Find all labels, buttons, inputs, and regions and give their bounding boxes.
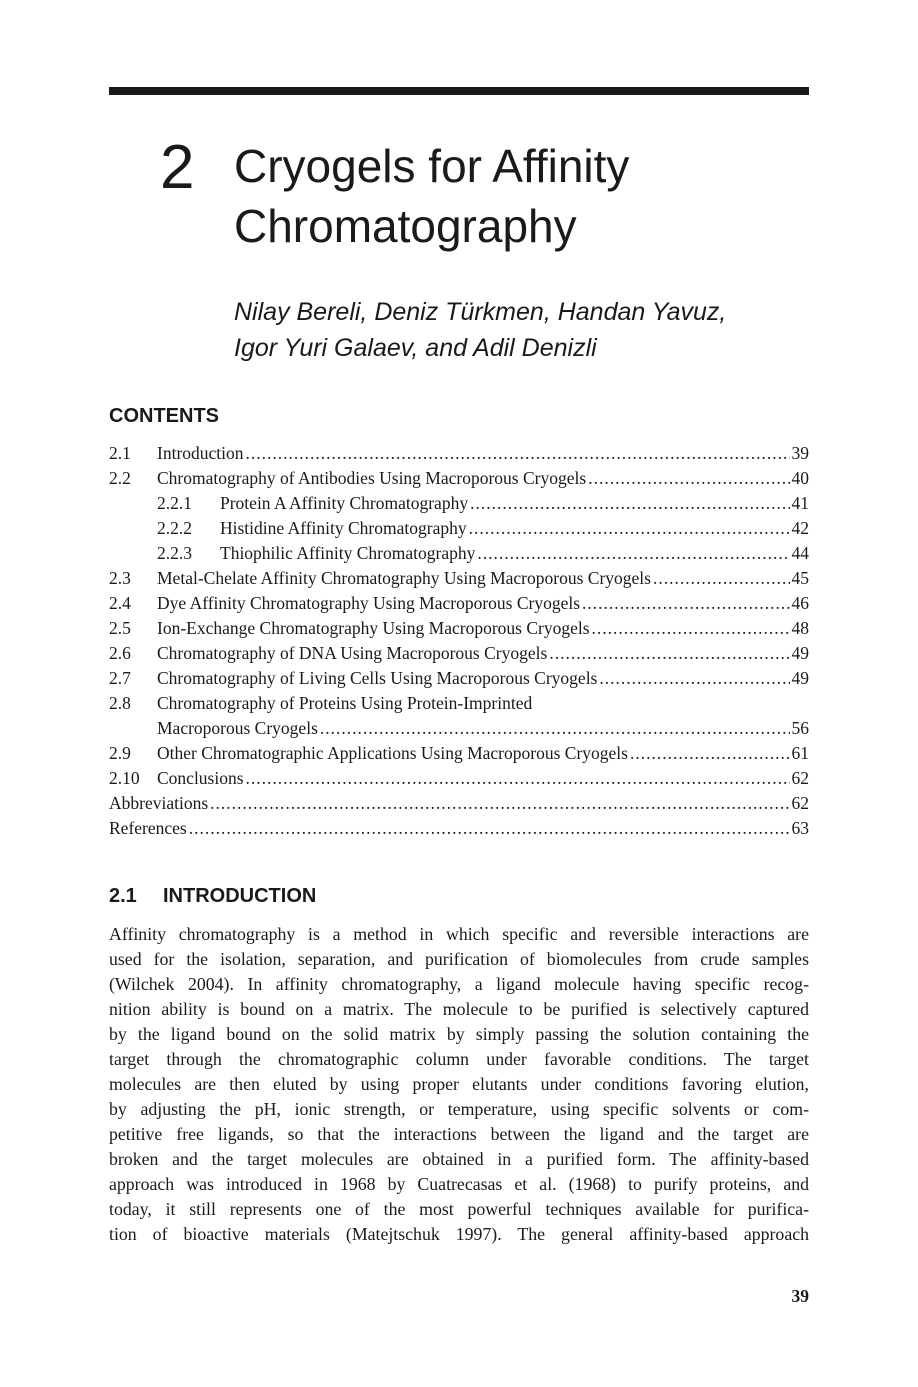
chapter-authors bbox=[234, 294, 794, 366]
toc-entry-title: Dye Affinity Chromatography Using Macroporous Cryogels bbox=[157, 593, 581, 613]
toc-leader-dots bbox=[470, 491, 789, 516]
section-number: 2.1 bbox=[109, 885, 137, 907]
authors-line: Igor Yuri Galaev, and Adil Denizli bbox=[234, 334, 597, 362]
toc-entry-continuation[interactable] bbox=[109, 716, 809, 741]
toc-leader-dots bbox=[588, 466, 789, 491]
chapter-title-line: Chromatography bbox=[234, 200, 577, 252]
body-paragraph bbox=[109, 922, 809, 1247]
toc-entry-page: 40 bbox=[791, 468, 809, 488]
chapter-top-rule bbox=[109, 87, 809, 95]
toc-entry-page: 56 bbox=[791, 718, 809, 738]
toc-leader-dots bbox=[549, 641, 789, 666]
chapter-title bbox=[234, 136, 794, 256]
toc-entry-number: 2.6 bbox=[109, 643, 131, 663]
toc-leader-dots bbox=[599, 666, 789, 691]
toc-entry-number: 2.5 bbox=[109, 618, 131, 638]
toc-leader-dots bbox=[630, 741, 790, 766]
toc-entry-title: Abbreviations bbox=[109, 793, 209, 813]
body-line: broken and the target molecules are obtained in a purified form. The affinity-based bbox=[109, 1149, 809, 1169]
toc-entry-page: 44 bbox=[791, 543, 809, 563]
toc-entry[interactable] bbox=[109, 766, 809, 791]
toc-subentry[interactable] bbox=[109, 516, 809, 541]
toc-entry-number: 2.1 bbox=[109, 443, 131, 463]
toc-entry-title-continued: Macroporous Cryogels bbox=[157, 718, 318, 738]
section-title: INTRODUCTION bbox=[163, 885, 317, 907]
toc-entry-number: 2.8 bbox=[109, 693, 131, 713]
body-line: Affinity chromatography is a method in which specific and reversible interactions are bbox=[109, 924, 809, 944]
toc-leader-dots bbox=[246, 766, 790, 791]
body-line: used for the isolation, separation, and purification of biomolecules from crude samples bbox=[109, 949, 809, 969]
toc-entry[interactable] bbox=[109, 791, 809, 816]
toc-entry[interactable] bbox=[109, 441, 809, 466]
toc-entry-page: 45 bbox=[791, 568, 809, 588]
toc-leader-dots bbox=[582, 591, 789, 616]
page-number: 39 bbox=[791, 1286, 809, 1306]
toc-entry-title: Metal-Chelate Affinity Chromatography Using Macroporous Cryogels bbox=[157, 568, 651, 588]
toc-subentry[interactable] bbox=[109, 541, 809, 566]
body-line: by the ligand bound on the solid matrix by simply passing the solution containing the bbox=[109, 1024, 809, 1044]
toc-entry-page: 63 bbox=[791, 818, 809, 838]
toc-entry-title: Ion-Exchange Chromatography Using Macroporous Cryogels bbox=[157, 618, 590, 638]
body-line: nition ability is bound on a matrix. The molecule to be purified is selectively captured bbox=[109, 999, 809, 1019]
toc-entry-title: Conclusions bbox=[157, 768, 244, 788]
body-line: tion of bioactive materials (Matejtschuk 1997). The general affinity-based approach bbox=[109, 1224, 809, 1244]
toc-entry-title: Introduction bbox=[157, 443, 244, 463]
toc-entry[interactable] bbox=[109, 741, 809, 766]
toc-leader-dots bbox=[592, 616, 790, 641]
toc-entry-title: Other Chromatographic Applications Using Macroporous Cryogels bbox=[157, 743, 628, 763]
toc-leader-dots bbox=[653, 566, 790, 591]
toc-entry-number: 2.2.3 bbox=[157, 543, 192, 563]
toc-entry-page: 41 bbox=[791, 493, 809, 513]
body-line: today, it still represents one of the most powerful techniques available for purifica- bbox=[109, 1199, 809, 1219]
body-line: molecules are then eluted by using proper elutants under conditions favoring elution, bbox=[109, 1074, 809, 1094]
toc-entry-title: Chromatography of DNA Using Macroporous Cryogels bbox=[157, 643, 548, 663]
toc-entry-number: 2.3 bbox=[109, 568, 131, 588]
toc-entry-title: Chromatography of Living Cells Using Macroporous Cryogels bbox=[157, 668, 598, 688]
toc-leader-dots bbox=[477, 541, 789, 566]
toc-entry-title: Histidine Affinity Chromatography bbox=[220, 518, 467, 538]
body-line: petitive free ligands, so that the interactions between the ligand and the target are bbox=[109, 1124, 809, 1144]
toc-entry[interactable] bbox=[109, 641, 809, 666]
toc-entry-number: 2.2 bbox=[109, 468, 131, 488]
toc-entry[interactable] bbox=[109, 666, 809, 691]
toc-entry-page: 61 bbox=[791, 743, 809, 763]
body-line: target through the chromatographic column under favorable conditions. The target bbox=[109, 1049, 809, 1069]
toc-entry-title: Protein A Affinity Chromatography bbox=[220, 493, 469, 513]
toc-entry-page: 62 bbox=[791, 793, 809, 813]
toc-leader-dots bbox=[210, 791, 789, 816]
section-heading bbox=[109, 882, 316, 910]
toc-entry-page: 49 bbox=[791, 643, 809, 663]
toc-entry-number: 2.2.1 bbox=[157, 493, 192, 513]
toc-subentry[interactable] bbox=[109, 491, 809, 516]
toc-leader-dots bbox=[189, 816, 790, 841]
toc-entry-number: 2.7 bbox=[109, 668, 131, 688]
table-of-contents bbox=[109, 441, 809, 841]
toc-entry-number: 2.2.2 bbox=[157, 518, 192, 538]
toc-leader-dots bbox=[246, 441, 790, 466]
toc-entry[interactable] bbox=[109, 616, 809, 641]
toc-entry[interactable] bbox=[109, 816, 809, 841]
toc-entry-number: 2.4 bbox=[109, 593, 131, 613]
chapter-title-line: Cryogels for Affinity bbox=[234, 140, 630, 192]
toc-entry-page: 62 bbox=[791, 768, 809, 788]
body-line: approach was introduced in 1968 by Cuatrecasas et al. (1968) to purify proteins, and bbox=[109, 1174, 809, 1194]
toc-entry-page: 39 bbox=[791, 443, 809, 463]
toc-leader-dots bbox=[469, 516, 790, 541]
toc-entry[interactable] bbox=[109, 691, 809, 716]
toc-entry-title: Thiophilic Affinity Chromatography bbox=[220, 543, 476, 563]
body-line: (Wilchek 2004). In affinity chromatography, a ligand molecule having specific recog- bbox=[109, 974, 809, 994]
toc-entry-page: 49 bbox=[791, 668, 809, 688]
toc-entry-page: 48 bbox=[791, 618, 809, 638]
toc-entry-page: 46 bbox=[791, 593, 809, 613]
toc-entry[interactable] bbox=[109, 466, 809, 491]
toc-entry-title: Chromatography of Antibodies Using Macroporous Cryogels bbox=[157, 468, 587, 488]
toc-entry-page: 42 bbox=[791, 518, 809, 538]
toc-entry-number: 2.9 bbox=[109, 743, 131, 763]
body-line: by adjusting the pH, ionic strength, or temperature, using specific solvents or com- bbox=[109, 1099, 809, 1119]
toc-entry-title: Chromatography of Proteins Using Protein-Imprinted bbox=[157, 693, 533, 713]
authors-line: Nilay Bereli, Deniz Türkmen, Handan Yavuz, bbox=[234, 298, 727, 326]
toc-entry[interactable] bbox=[109, 591, 809, 616]
toc-entry[interactable] bbox=[109, 566, 809, 591]
toc-entry-title: References bbox=[109, 818, 187, 838]
chapter-number: 2 bbox=[160, 133, 195, 202]
contents-heading: CONTENTS bbox=[109, 405, 219, 427]
toc-entry-number: 2.10 bbox=[109, 768, 140, 788]
toc-leader-dots bbox=[320, 716, 790, 741]
